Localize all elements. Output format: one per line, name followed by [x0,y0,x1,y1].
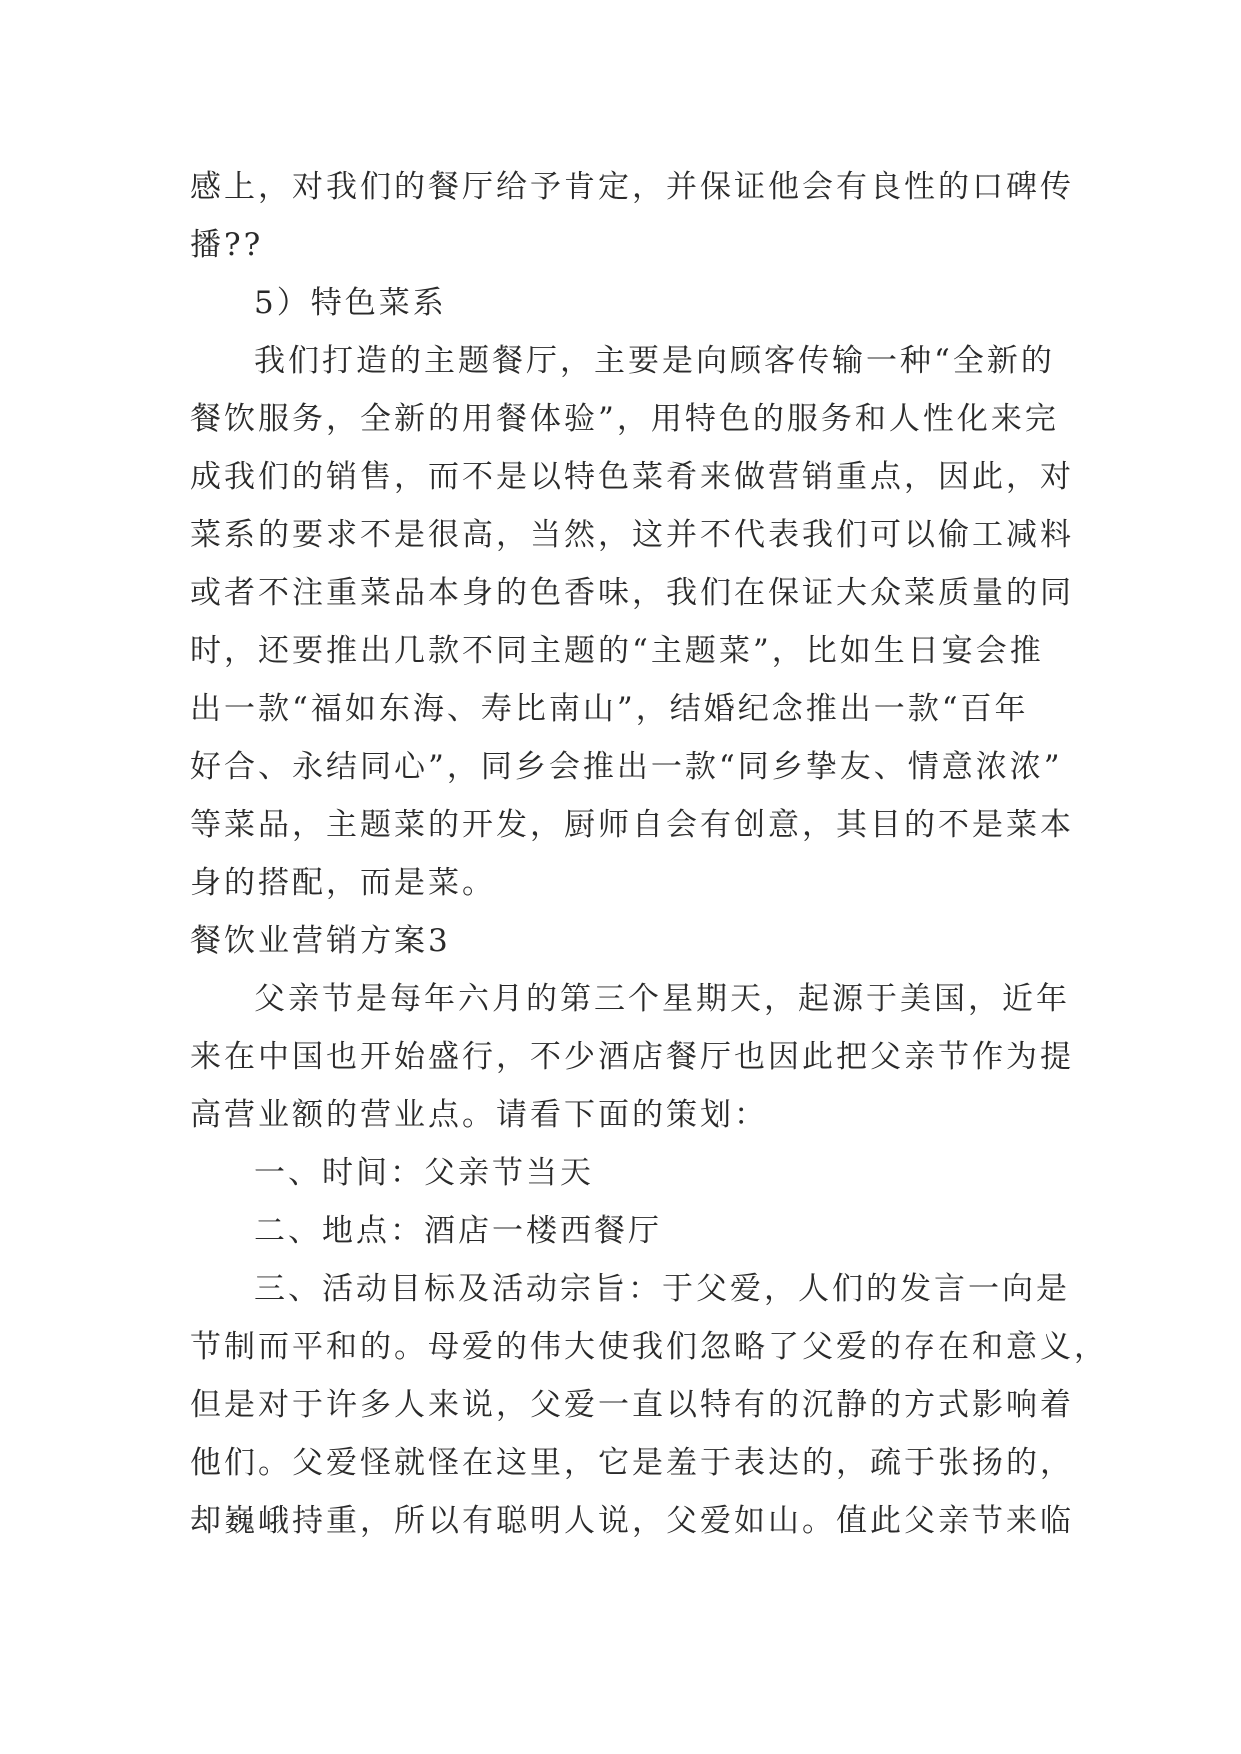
text-line: 他们。父爱怪就怪在这里，它是羞于表达的，疏于张扬的， [190,1445,1074,1481]
list-item: 二、地点：酒店一楼西餐厅 [254,1213,662,1249]
text-line: 却巍峨持重，所以有聪明人说，父爱如山。值此父亲节来临 [190,1503,1074,1539]
text-line: 父亲节是每年六月的第三个星期天，起源于美国，近年 [254,981,1070,1017]
document-body [190,158,1108,1550]
text-line: 感上，对我们的餐厅给予肯定，并保证他会有良性的口碑传 [190,169,1074,205]
text-line: 菜系的要求不是很高，当然，这并不代表我们可以偷工减料 [190,517,1074,553]
list-item: 一、时间：父亲节当天 [254,1155,594,1191]
section-heading: 5）特色菜系 [254,285,447,321]
section-title: 餐饮业营销方案3 [190,923,451,959]
text-line: 节制而平和的。母爱的伟大使我们忽略了父爱的存在和意义， [190,1329,1108,1365]
text-line: 好合、永结同心”，同乡会推出一款“同乡挚友、情意浓浓” [190,749,1063,785]
text-line: 等菜品，主题菜的开发，厨师自会有创意，其目的不是菜本 [190,807,1074,843]
list-item: 三、活动目标及活动宗旨：于父爱，人们的发言一向是 [254,1271,1070,1307]
text-line: 高营业额的营业点。请看下面的策划： [190,1097,768,1133]
text-line: 身的搭配，而是菜。 [190,865,496,901]
text-line: 出一款“福如东海、寿比南山”，结婚纪念推出一款“百年 [190,691,1029,727]
text-line: 餐饮服务，全新的用餐体验”，用特色的服务和人性化来完 [190,401,1059,437]
text-line: 成我们的销售，而不是以特色菜肴来做营销重点，因此，对 [190,459,1074,495]
text-line: 或者不注重菜品本身的色香味，我们在保证大众菜质量的同 [190,575,1074,611]
text-line: 但是对于许多人来说，父爱一直以特有的沉静的方式影响着 [190,1387,1074,1423]
text-line: 时，还要推出几款不同主题的“主题菜”，比如生日宴会推 [190,633,1044,669]
text-line: 来在中国也开始盛行，不少酒店餐厅也因此把父亲节作为提 [190,1039,1074,1075]
text-line: 播?? [190,227,264,263]
text-line: 我们打造的主题餐厅，主要是向顾客传输一种“全新的 [254,343,1055,379]
